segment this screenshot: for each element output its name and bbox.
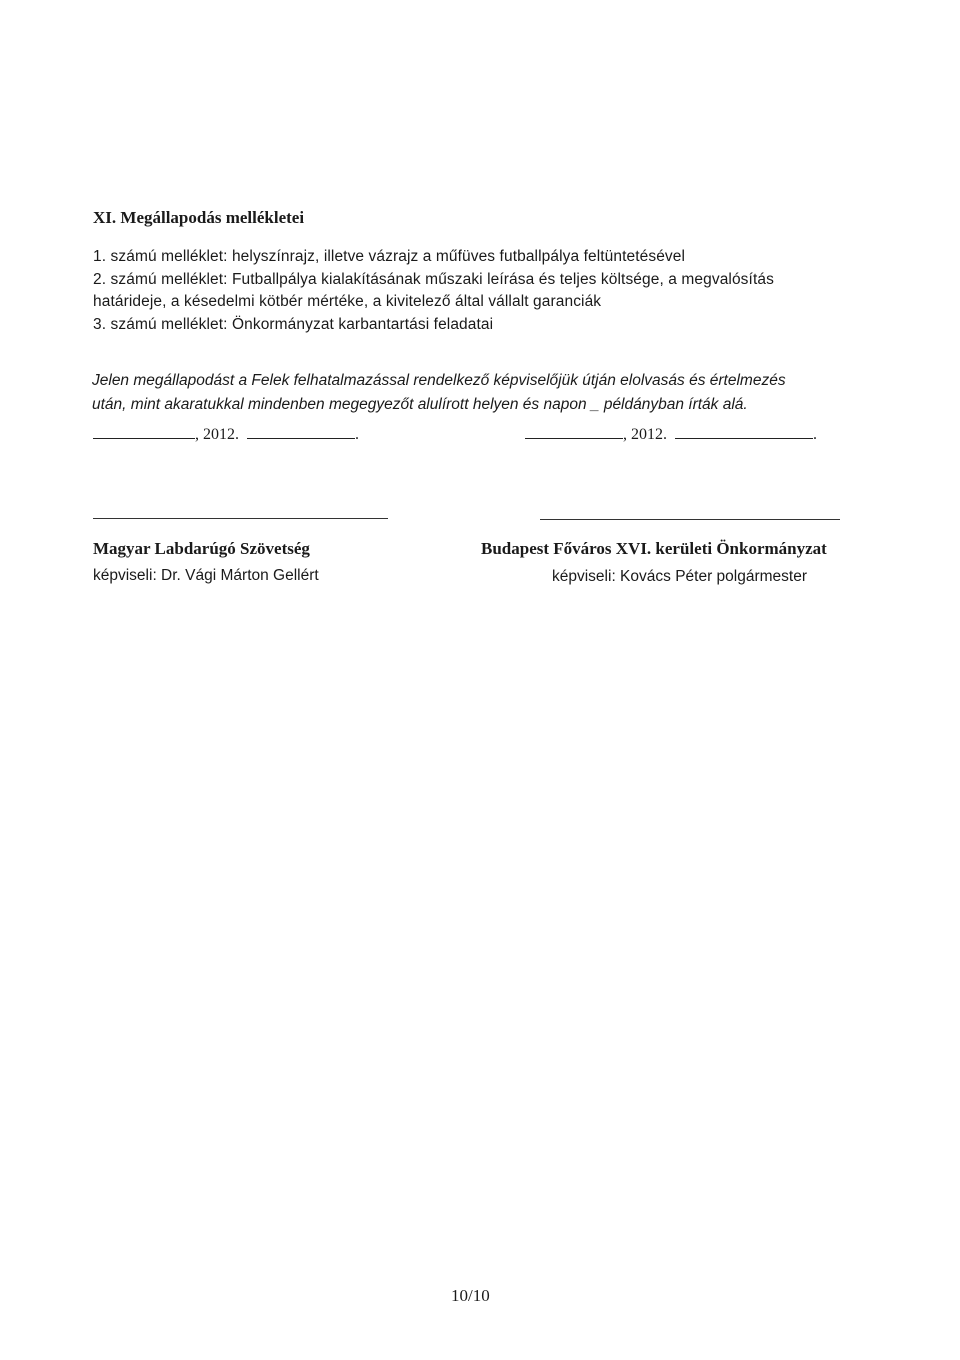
date-year-left: , 2012. <box>195 426 239 443</box>
date-year-right: , 2012. <box>623 426 667 443</box>
date-field-left <box>93 426 359 444</box>
closing-line-1: Jelen megállapodást a Felek felhatalmazással rendelkező képviselőjük útján elolvasás és értelmezés <box>92 372 786 389</box>
date-end-left: . <box>355 426 359 443</box>
date-end-right: . <box>813 426 817 443</box>
place-blank-left <box>93 426 195 439</box>
signatory-right-representative: képviseli: Kovács Péter polgármester <box>552 568 808 585</box>
annex-item-2-line-1: 2. számú melléklet: Futballpálya kialakításának műszaki leírása és teljes költsége, a megvalósítás <box>93 271 774 288</box>
place-blank-right <box>525 426 623 439</box>
closing-line-2: után, mint akaratukkal mindenben megegyezőt alulírott helyen és napon _ példányban írták alá. <box>92 396 748 413</box>
signature-line-left <box>93 518 388 519</box>
section-title: XI. Megállapodás mellékletei <box>93 208 305 227</box>
signatory-right-name: Budapest Főváros XVI. kerületi Önkormányzat <box>481 539 827 558</box>
annex-item-3: 3. számú melléklet: Önkormányzat karbantartási feladatai <box>93 316 494 333</box>
signature-line-right <box>540 519 840 520</box>
date-blank-right <box>675 426 813 439</box>
date-blank-left <box>247 426 355 439</box>
page-number: 10/10 <box>451 1286 490 1305</box>
annex-item-2-line-2: határideje, a késedelmi kötbér mértéke, a kivitelező által vállalt garanciák <box>93 293 602 310</box>
signatory-left-representative: képviseli: Dr. Vági Márton Gellért <box>93 567 319 584</box>
date-field-right <box>525 426 817 444</box>
annex-item-1: 1. számú melléklet: helyszínrajz, illetve vázrajz a műfüves futballpálya feltüntetésével <box>93 248 686 265</box>
signatory-left-name: Magyar Labdarúgó Szövetség <box>93 539 310 558</box>
